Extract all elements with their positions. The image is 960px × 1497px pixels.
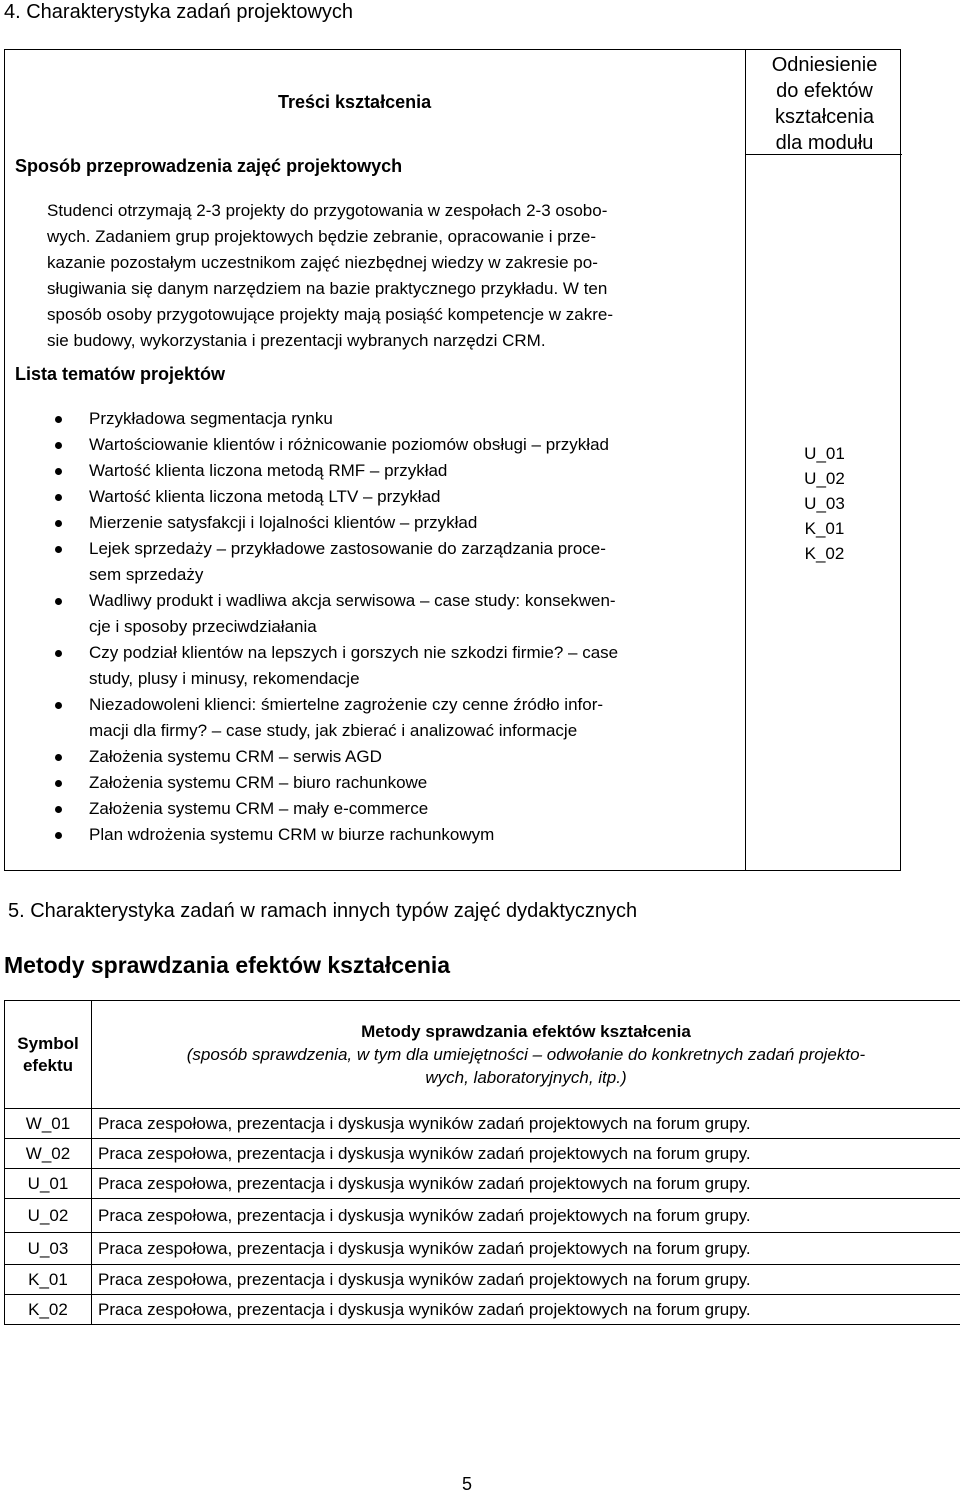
bullet-icon [55, 468, 62, 475]
list-item [5, 770, 618, 796]
list-item-text: Mierzenie satysfakcji i lojalności klientów – przykład [89, 513, 478, 532]
effect-symbol: U_02 [5, 1199, 92, 1233]
bullet-icon [55, 546, 62, 553]
effect-code: U_03 [804, 494, 845, 513]
bullet-icon [55, 806, 62, 813]
list-item [5, 510, 618, 536]
header-line: Symbol [17, 1033, 79, 1053]
list-item [5, 406, 618, 432]
topics-header: Lista tematów projektów [15, 364, 226, 384]
method-description: Praca zespołowa, prezentacja i dyskusja wyników zadań projektowych na forum grupy. [92, 1295, 960, 1325]
list-item-text: Niezadowoleni klienci: śmiertelne zagrożenie czy cenne źródło infor- [89, 695, 604, 714]
bullet-icon [55, 598, 62, 605]
page-number: 5 [461, 1474, 472, 1494]
method-description: Praca zespołowa, prezentacja i dyskusja wyników zadań projektowych na forum grupy. [92, 1265, 960, 1295]
list-item [5, 484, 618, 510]
method-header: Sposób przeprowadzenia zajęć projektowych [15, 156, 403, 176]
bullet-icon [55, 832, 62, 839]
bullet-icon [55, 754, 62, 761]
table-header-row [5, 1001, 960, 1109]
table-row [5, 1265, 960, 1295]
list-item-text: macji dla firmy? – case study, jak zbierać i analizować informacje [89, 721, 578, 740]
list-item-text: Czy podział klientów na lepszych i gorszych nie szkodzi firmie? – case [89, 643, 619, 662]
list-item-text: Wartościowanie klientów i różnicowanie poziomów obsługi – przykład [89, 435, 609, 454]
paragraph-line: sługiwania się danym narzędziem na bazie praktycznego przykładu. W ten [47, 279, 608, 298]
bullet-icon [55, 442, 62, 449]
table-row [5, 1199, 960, 1233]
effect-symbol: K_01 [5, 1265, 92, 1295]
list-item [5, 822, 618, 848]
effects-reference-line: do efektów [776, 80, 873, 102]
list-item-text: cje i sposoby przeciwdziałania [89, 617, 317, 636]
list-item-text: Wadliwy produkt i wadliwa akcja serwisowa – case study: konsekwen- [89, 591, 616, 610]
effect-code: U_02 [804, 469, 845, 488]
effect-code: K_02 [804, 544, 845, 563]
methods-column-header [92, 1001, 960, 1109]
header-subtitle: wych, laboratoryjnych, itp.) [425, 1068, 627, 1087]
effect-codes [747, 441, 902, 566]
section-5-heading: 5. Charakterystyka zadań w ramach innych typów zajęć dydaktycznych [8, 900, 638, 922]
list-item-text: Wartość klienta liczona metodą LTV – przykład [89, 487, 441, 506]
bullet-icon [55, 702, 62, 709]
header-title: Metody sprawdzania efektów kształcenia [361, 1022, 691, 1041]
list-item [5, 588, 618, 640]
project-content-table [4, 49, 901, 871]
list-item [5, 692, 618, 744]
bullet-icon [55, 780, 62, 787]
method-description: Praca zespołowa, prezentacja i dyskusja wyników zadań projektowych na forum grupy. [92, 1233, 960, 1265]
table-row [5, 1295, 960, 1325]
effect-symbol: U_03 [5, 1233, 92, 1265]
list-item [5, 536, 618, 588]
effect-symbol: U_01 [5, 1169, 92, 1199]
table-row [5, 1233, 960, 1265]
list-item [5, 640, 618, 692]
symbol-column-header [5, 1001, 92, 1109]
list-item-text: Przykładowa segmentacja rynku [89, 409, 333, 428]
header-line: efektu [22, 1055, 74, 1075]
paragraph-line: Studenci otrzymają 2-3 projekty do przygotowania w zespołach 2-3 osobo- [47, 201, 608, 220]
method-description [47, 198, 613, 354]
assessment-methods-title: Metody sprawdzania efektów kształcenia [4, 952, 451, 978]
method-description: Praca zespołowa, prezentacja i dyskusja wyników zadań projektowych na forum grupy. [92, 1109, 960, 1139]
effects-reference-header [747, 50, 902, 156]
bullet-icon [55, 416, 62, 423]
table-row [5, 1139, 960, 1169]
method-description: Praca zespołowa, prezentacja i dyskusja wyników zadań projektowych na forum grupy. [92, 1169, 960, 1199]
method-description: Praca zespołowa, prezentacja i dyskusja wyników zadań projektowych na forum grupy. [92, 1199, 960, 1233]
list-item [5, 796, 618, 822]
list-item-text: sem sprzedaży [89, 565, 204, 584]
list-item-text: Lejek sprzedaży – przykładowe zastosowanie do zarządzania proce- [89, 539, 606, 558]
topics-list [5, 406, 618, 848]
assessment-methods-table [4, 1000, 960, 1325]
content-header: Treści kształcenia [278, 92, 432, 112]
effect-code: K_01 [804, 519, 845, 538]
bullet-icon [55, 494, 62, 501]
paragraph-line: kazanie pozostałym uczestnikom zajęć niezbędnej wiedzy w zakresie po- [47, 253, 598, 272]
method-description: Praca zespołowa, prezentacja i dyskusja wyników zadań projektowych na forum grupy. [92, 1139, 960, 1169]
effects-reference-line: kształcenia [775, 106, 874, 128]
list-item-text: Wartość klienta liczona metodą RMF – przykład [89, 461, 448, 480]
list-item-text: Założenia systemu CRM – serwis AGD [89, 747, 382, 766]
table-divider [745, 50, 746, 870]
paragraph-line: sie budowy, wykorzystania i prezentacji wybranych narzędzi CRM. [47, 331, 546, 350]
paragraph-line: wych. Zadaniem grup projektowych będzie zebranie, opracowanie i prze- [47, 227, 597, 246]
list-item-text: study, plusy i minusy, rekomendacje [89, 669, 360, 688]
bullet-icon [55, 520, 62, 527]
effect-symbol: W_02 [5, 1139, 92, 1169]
bullet-icon [55, 650, 62, 657]
list-item [5, 458, 618, 484]
list-item [5, 432, 618, 458]
table-row [5, 1109, 960, 1139]
section-4-heading: 4. Charakterystyka zadań projektowych [4, 1, 354, 23]
header-subtitle: (sposób sprawdzenia, w tym dla umiejętności – odwołanie do konkretnych zadań projekto- [186, 1045, 866, 1064]
list-item-text: Założenia systemu CRM – biuro rachunkowe [89, 773, 428, 792]
effect-symbol: K_02 [5, 1295, 92, 1325]
list-item [5, 744, 618, 770]
effect-symbol: W_01 [5, 1109, 92, 1139]
effects-reference-line: Odniesienie [771, 54, 878, 76]
table-row [5, 1169, 960, 1199]
paragraph-line: sposób osoby przygotowujące projekty mają posiąść kompetencje w zakre- [47, 305, 613, 324]
list-item-text: Plan wdrożenia systemu CRM w biurze rachunkowym [89, 825, 495, 844]
effect-code: U_01 [804, 444, 845, 463]
list-item-text: Założenia systemu CRM – mały e-commerce [89, 799, 429, 818]
effects-reference-line: dla modułu [775, 132, 874, 154]
